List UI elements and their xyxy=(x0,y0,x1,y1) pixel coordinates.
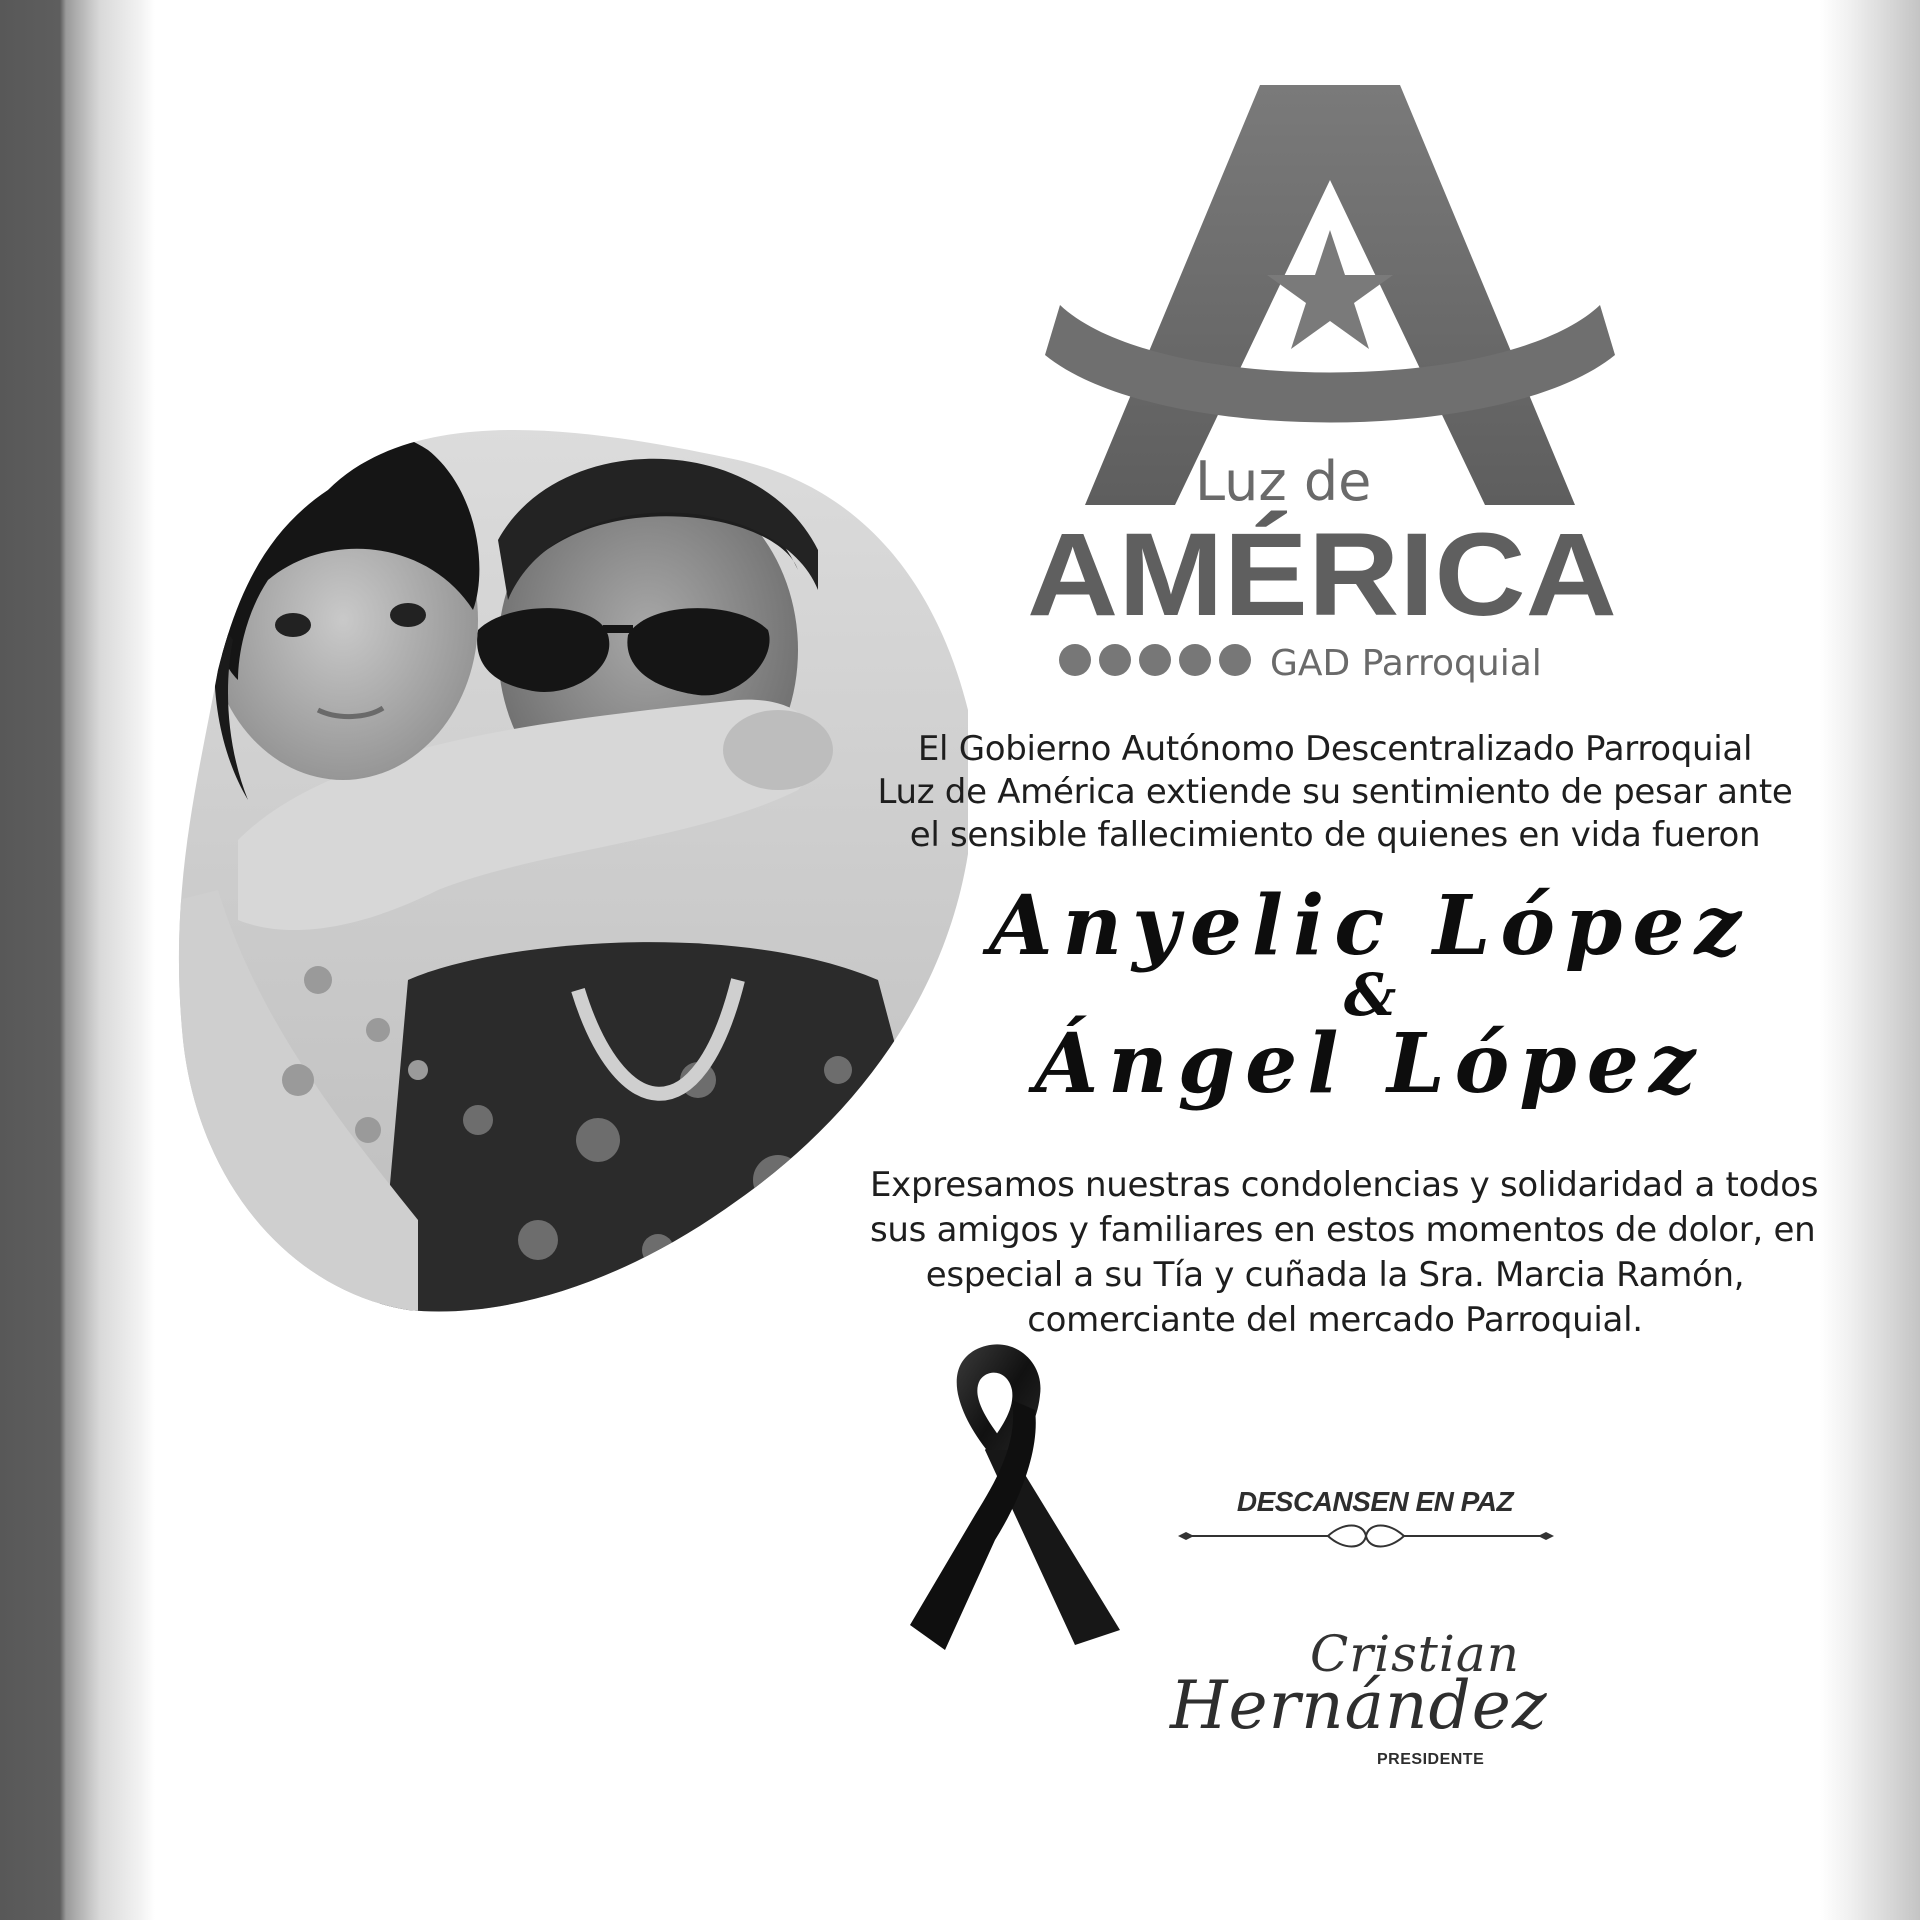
luz-de-america-logo xyxy=(1015,85,1630,705)
signature-role: PRESIDENTE xyxy=(1377,1751,1485,1768)
right-frame-edge xyxy=(1820,0,1920,1920)
signature-last-name: Hernández xyxy=(1170,1667,1548,1744)
message-line: especial a su Tía y cuñada la Sra. Marcia Ramón, xyxy=(925,1255,1745,1295)
president-signature xyxy=(1170,1625,1570,1775)
ornamental-divider xyxy=(1178,1522,1554,1550)
name-second: Ángel López xyxy=(1034,1016,1706,1112)
logo-subtitle: GAD Parroquial xyxy=(1270,643,1542,684)
mourning-ribbon-icon xyxy=(900,1340,1140,1670)
message-line: comerciante del mercado Parroquial. xyxy=(1027,1300,1643,1340)
condolence-message xyxy=(870,1163,1819,1343)
intro-line: El Gobierno Autónomo Descentralizado Parroquial xyxy=(917,729,1753,769)
left-frame-edge xyxy=(0,0,155,1920)
message-line: sus amigos y familiares en estos momentos de dolor, en xyxy=(870,1210,1816,1250)
deceased-names xyxy=(960,880,1780,1110)
intro-line: Luz de América extiende su sentimiento de pesar ante xyxy=(877,772,1793,812)
name-first: Anyelic López xyxy=(988,878,1752,974)
logo-line1: Luz de xyxy=(1195,450,1372,513)
name-connector: & xyxy=(1343,961,1397,1029)
signature-first-name: Cristian xyxy=(1310,1625,1520,1683)
intro-line: el sensible fallecimiento de quienes en vida fueron xyxy=(909,815,1761,855)
logo-line2: AMÉRICA xyxy=(1027,509,1617,641)
intro-paragraph xyxy=(870,728,1800,857)
message-line: Expresamos nuestras condolencias y solidaridad a todos xyxy=(870,1165,1819,1205)
memorial-photo xyxy=(178,420,968,1320)
closing-text: DESCANSEN EN PAZ xyxy=(1236,1486,1514,1517)
